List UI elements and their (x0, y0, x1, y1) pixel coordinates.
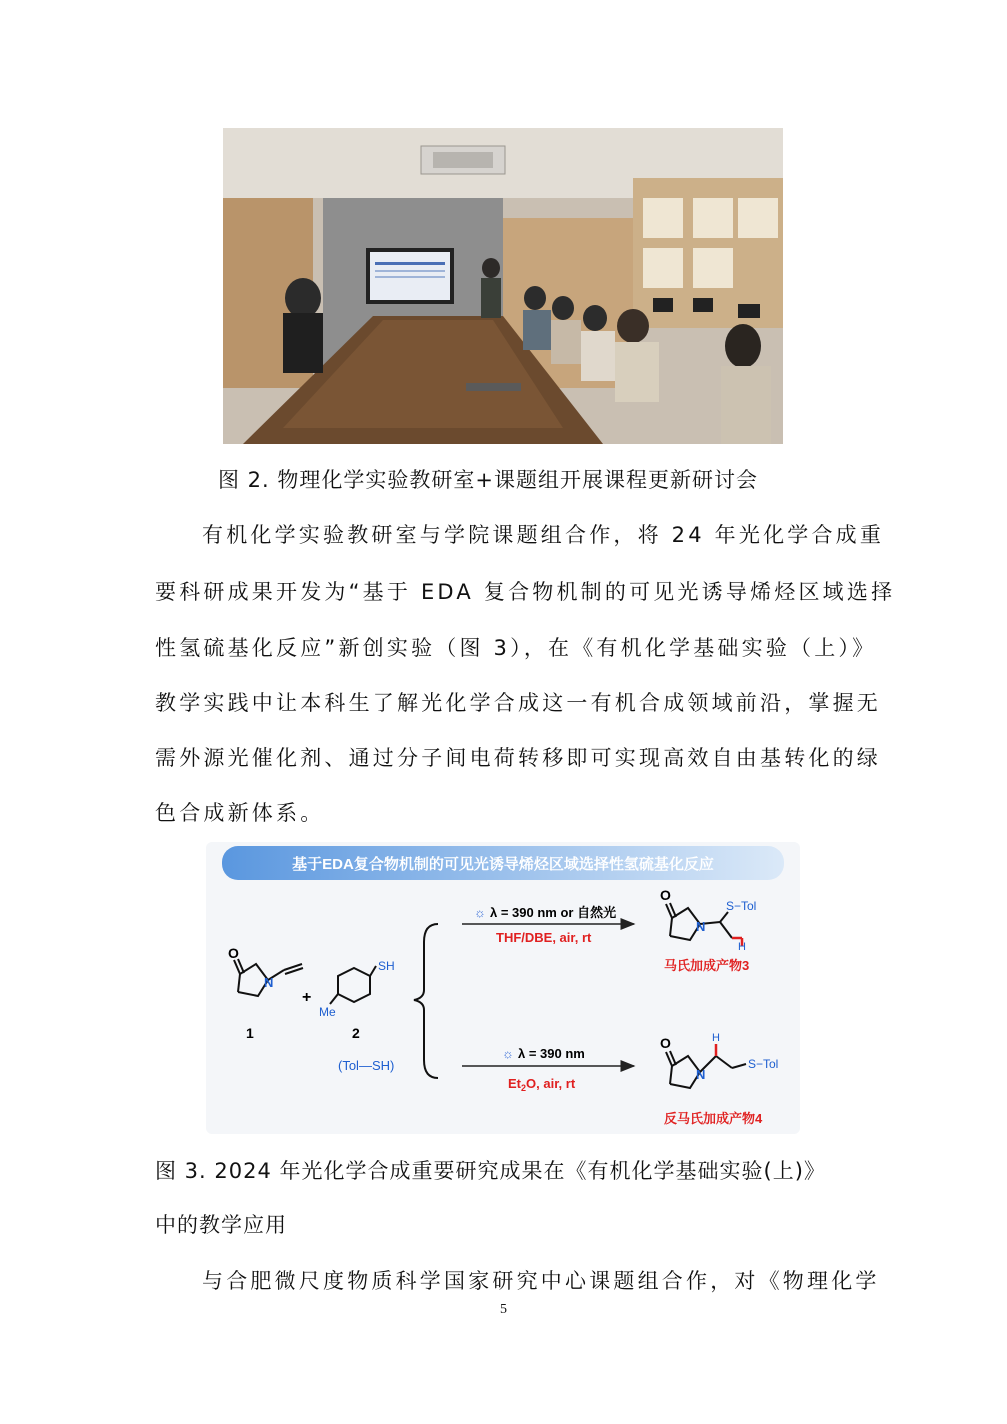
nitrogen-label: N (264, 975, 274, 990)
tol-sh-label: (Tol—SH) (338, 1058, 395, 1073)
reaction-scheme-svg (206, 842, 800, 1134)
bottom-condition-2: $Et_2O$, air, rt (508, 1076, 576, 1093)
figure2-caption: 图 2. 物理化学实验教研室+课题组开展课程更新研讨会 (218, 468, 758, 492)
product-4-label: 反马氏加成产物4 (664, 1111, 763, 1126)
top-condition-1: λ = 390 nm or 自然光 (490, 905, 617, 920)
p3-nitrogen: N (696, 919, 706, 934)
scheme-title: 基于EDA复合物机制的可见光诱导烯烃区域选择性氢硫基化反应 (292, 856, 714, 873)
top-condition-2: THF/DBE, air, rt (496, 930, 592, 945)
paragraph-line: 教学实践中让本科生了解光化学合成这一有机合成领域前沿，掌握无 (155, 691, 881, 715)
paragraph-line: 有机化学实验教研室与学院课题组合作，将 24 年光化学合成重 (202, 523, 885, 547)
paragraph-line: 色合成新体系。 (155, 801, 325, 825)
p3-h: H (738, 941, 746, 953)
meeting-room-photo (223, 128, 783, 444)
product-3-label: 马氏加成产物3 (664, 958, 750, 973)
lamp-icon: ☼ (502, 1046, 514, 1061)
figure3-caption-line1: 图 3. 2024 年光化学合成重要研究成果在《有机化学基础实验(上)》 (155, 1159, 826, 1183)
me-label: Me (319, 1005, 336, 1019)
product-4-structure (666, 1051, 746, 1088)
p4-oxygen: O (660, 1035, 671, 1051)
paragraph-2-line: 与合肥微尺度物质科学国家研究中心课题组合作，对《物理化学 (202, 1269, 880, 1293)
compound-1-label: 1 (246, 1025, 254, 1041)
meeting-room-illustration (223, 128, 783, 444)
paragraph-line: 要科研成果开发为“基于 EDA 复合物机制的可见光诱导烯烃区域选择 (155, 580, 896, 604)
compound-2-label: 2 (352, 1025, 360, 1041)
p4-nitrogen: N (696, 1067, 706, 1082)
p4-h: H (712, 1032, 720, 1044)
p3-oxygen: O (660, 887, 671, 903)
branch-brace (414, 924, 438, 1078)
plus-sign: + (302, 989, 312, 1006)
page-number: 5 (500, 1302, 507, 1317)
bottom-condition-1: λ = 390 nm (518, 1046, 585, 1061)
compound-2-structure (330, 966, 376, 1004)
p3-s-tol: S−Tol (726, 899, 757, 913)
sh-label: SH (378, 959, 395, 973)
lamp-icon: ☼ (474, 905, 486, 920)
oxygen-label: O (228, 945, 239, 961)
p4-s-tol: S−Tol (748, 1057, 779, 1071)
paragraph-line: 性氢硫基化反应”新创实验（图 3），在《有机化学基础实验（上）》 (155, 636, 877, 660)
paragraph-line: 需外源光催化剂、通过分子间电荷转移即可实现高效自由基转化的绿 (155, 746, 881, 770)
figure3-caption-line2: 中的教学应用 (155, 1213, 287, 1237)
reaction-scheme (206, 842, 800, 1134)
